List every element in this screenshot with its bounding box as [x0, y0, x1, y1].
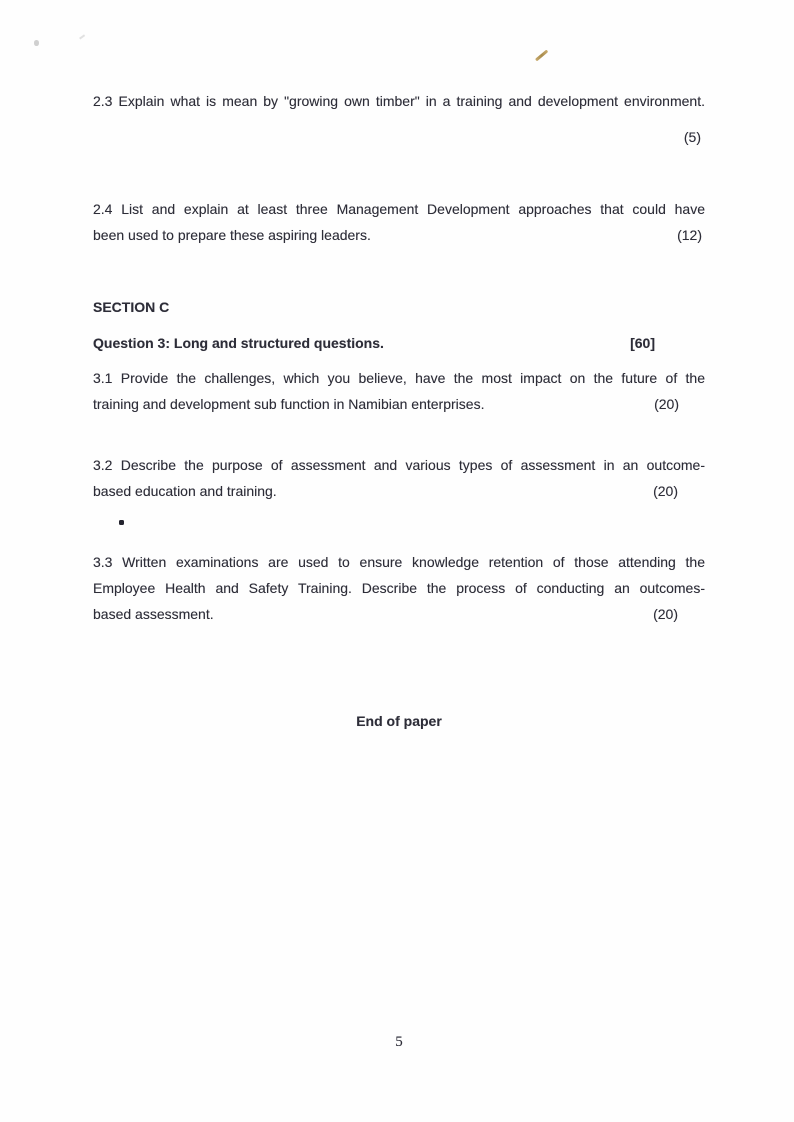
question-2-3 [93, 88, 705, 114]
marks-question-3-total: [60] [630, 335, 655, 351]
question-3-2-line2: based education and training. [93, 483, 277, 499]
question-3-2 [93, 452, 705, 504]
pen-tick-mark [535, 49, 548, 61]
marks-2-4: (12) [677, 227, 702, 243]
question-3-2-line1: 3.2 Describe the purpose of assessment and various types of assessment in an outcome- [93, 457, 705, 473]
marks-3-1: (20) [654, 396, 679, 412]
section-c-title: SECTION C [93, 299, 170, 315]
section-c-heading [93, 294, 705, 320]
question-2-3-text: 2.3 Explain what is mean by "growing own timber" in a training and development environment. [93, 93, 705, 109]
question-3-1-line2: training and development sub function in Namibian enterprises. [93, 396, 485, 412]
question-2-4-line2: been used to prepare these aspiring leaders. [93, 227, 371, 243]
question-2-4 [93, 196, 705, 248]
question-3-1 [93, 365, 705, 417]
question-3-3-line1: 3.3 Written examinations are used to ensure knowledge retention of those attending the [93, 554, 705, 570]
question-3-title: Question 3: Long and structured questions. [93, 335, 384, 351]
marks-2-3: (5) [683, 129, 701, 145]
marks-3-2: (20) [653, 483, 678, 499]
question-3-3-line3: based assessment. [93, 606, 214, 622]
question-2-4-line1: 2.4 List and explain at least three Management Development approaches that could have [93, 201, 705, 217]
question-3-1-line1: 3.1 Provide the challenges, which you believe, have the most impact on the future of the [93, 370, 705, 386]
question-3-3 [93, 549, 705, 627]
page-number: 5 [395, 1034, 403, 1050]
question-3-heading [93, 330, 705, 356]
scan-speck-artifact [34, 40, 39, 46]
stray-bullet-dot [119, 520, 124, 525]
marks-3-3: (20) [653, 606, 678, 622]
end-of-paper-label: End of paper [356, 713, 442, 729]
scan-speck-artifact [79, 34, 85, 39]
question-3-3-line2: Employee Health and Safety Training. Describe the process of conducting an outcomes- [93, 580, 705, 596]
